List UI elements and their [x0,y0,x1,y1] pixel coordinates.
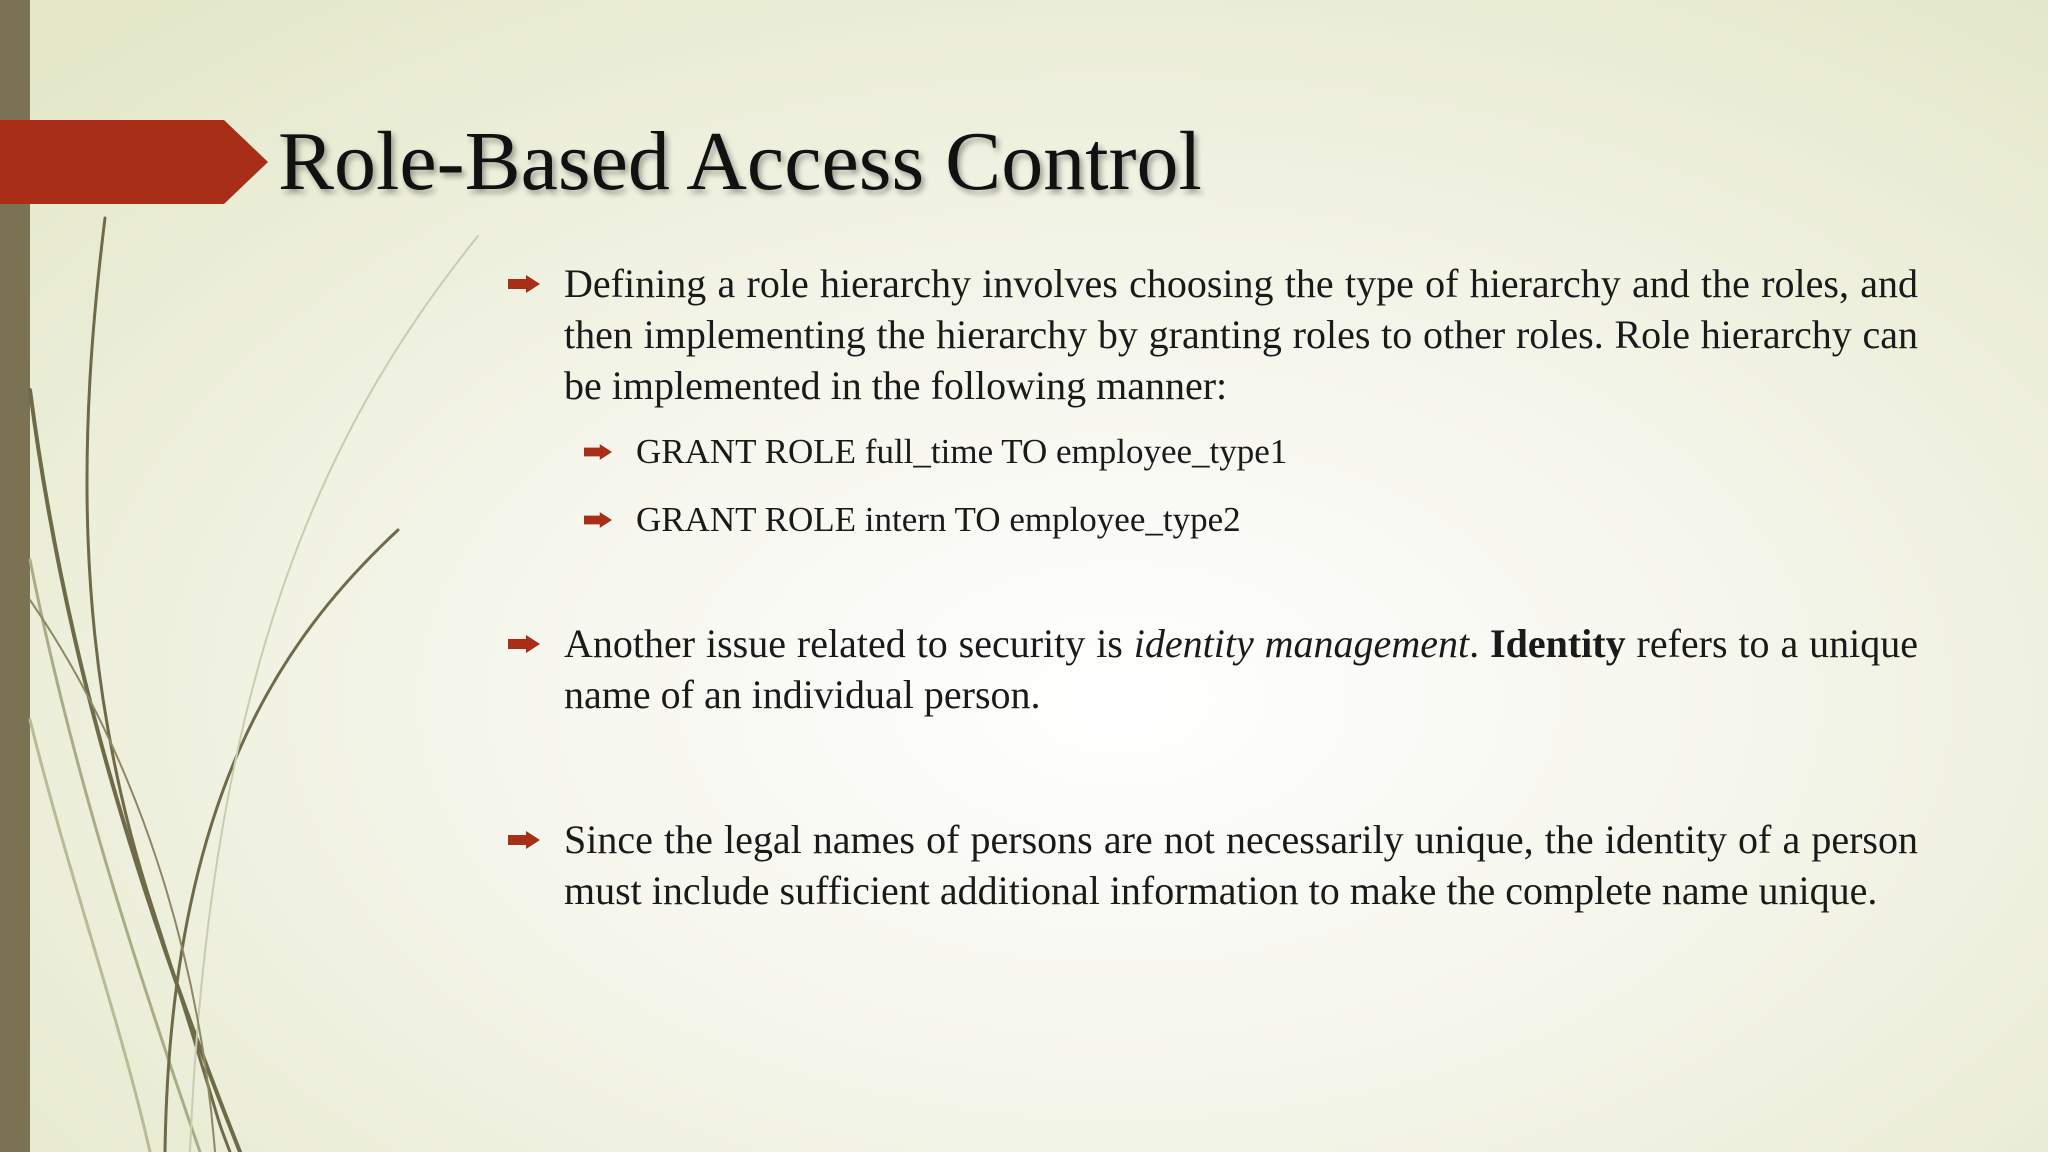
arrow-bullet-icon [508,635,540,653]
bullet-text-middle: . [1469,621,1490,666]
bullet-text-after: refers to a unique name of an individual person. [564,621,1919,717]
sub-bullet-grant-intern [508,498,1918,542]
bullet-text-before: Another issue related to security is [564,621,1134,666]
bullet-italic-term: identity management [1133,621,1470,666]
bullet-text: Since the legal names of persons are not necessarily unique, the identity of a person must include sufficient additional information to make the complete name unique. [564,817,1918,913]
arrow-bullet-icon [508,831,540,849]
bullet-legal-names [508,814,1918,916]
slide-title: Role-Based Access Control [278,115,1202,208]
arrow-bullet-icon [584,444,612,460]
slide-content [508,258,1918,916]
bullet-text: Defining a role hierarchy involves choosing the type of hierarchy and the roles, and then implementing the hierarchy by granting roles to other roles. Role hierarchy can be implemented in the following manner: [564,261,1918,408]
arrow-bullet-icon [508,275,540,293]
title-arrow-banner [0,120,268,204]
bullet-identity-management [508,618,1918,720]
sub-bullet-grant-full-time [508,430,1918,474]
sub-bullet-text: GRANT ROLE intern TO employee_type2 [636,500,1241,539]
bullet-role-hierarchy [508,258,1918,411]
arrow-bullet-icon [584,512,612,528]
sub-bullet-text: GRANT ROLE full_time TO employee_type1 [636,432,1288,471]
bullet-bold-term: Identity [1490,621,1626,666]
